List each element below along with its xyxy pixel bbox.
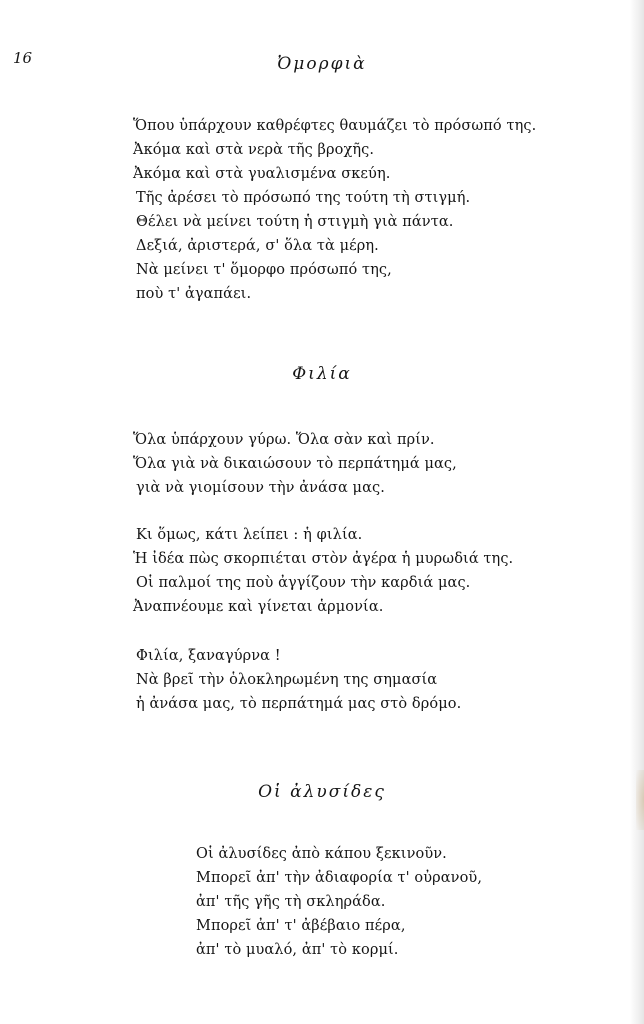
poem-title: Οἱ ἀλυσίδες [258, 782, 386, 802]
poem-line: Μπορεῖ ἀπ' τὴν ἀδιαφορία τ' οὐρανοῦ, [196, 870, 483, 886]
poem-title: Φιλία [292, 364, 352, 384]
poem-line: Ὅπου ὑπάρχουν καθρέφτες θαυμάζει τὸ πρόσωπό της. [133, 118, 537, 134]
poem-line: Ὅλα γιὰ νὰ δικαιώσουν τὸ περπάτημά μας, [133, 456, 457, 472]
poem-line: ἀπ' τὸ μυαλό, ἀπ' τὸ κορμί. [196, 942, 399, 958]
poem-line: Θέλει νὰ μείνει τούτη ἡ στιγμὴ γιὰ πάντα. [136, 214, 454, 230]
poem-line: Ἀναπνέουμε καὶ γίνεται ἁρμονία. [133, 599, 384, 615]
poem-line: Δεξιά, ἀριστερά, σ' ὅλα τὰ μέρη. [136, 238, 379, 254]
poem-line: Τῆς ἀρέσει τὸ πρόσωπό της τούτη τὴ στιγμή. [136, 190, 471, 206]
poem-line: ποὺ τ' ἀγαπάει. [136, 286, 252, 302]
poem-line: γιὰ νὰ γιομίσουν τὴν ἀνάσα μας. [136, 480, 385, 496]
poem-line: Νὰ μείνει τ' ὅμορφο πρόσωπό της, [136, 262, 392, 278]
poem-line: Ἡ ἰδέα πὼς σκορπιέται στὸν ἀγέρα ἡ μυρωδιά της. [133, 551, 514, 567]
poem-line: Μπορεῖ ἀπ' τ' ἀβέβαιο πέρα, [196, 918, 406, 934]
poem-line: Οἱ παλμοί της ποὺ ἀγγίζουν τὴν καρδιά μας. [136, 575, 471, 591]
page-edge-shadow [630, 0, 644, 1024]
poem-line: Ὅλα ὑπάρχουν γύρω. Ὅλα σὰν καὶ πρίν. [133, 432, 435, 448]
poem-line: Οἱ ἀλυσίδες ἀπὸ κάπου ξεκινοῦν. [196, 846, 447, 862]
poem-line: ἡ ἀνάσα μας, τὸ περπάτημά μας στὸ δρόμο. [136, 696, 462, 712]
poem-line: Φιλία, ξαναγύρνα ! [136, 648, 281, 664]
poem-line: Νὰ βρεῖ τὴν ὁλοκληρωμένη της σημασία [136, 672, 438, 688]
poem-line: Ἀκόμα καὶ στὰ γυαλισμένα σκεύη. [133, 166, 391, 182]
poem-title: Ὀμορφιὰ [277, 54, 367, 74]
poem-line: ἀπ' τῆς γῆς τὴ σκληράδα. [196, 894, 386, 910]
poem-line: Ἀκόμα καὶ στὰ νερὰ τῆς βροχῆς. [133, 142, 375, 158]
page-number: 16 [13, 49, 33, 67]
page-edge-stain [636, 770, 644, 830]
poem-line: Κι ὅμως, κάτι λείπει : ἡ φιλία. [136, 527, 363, 543]
